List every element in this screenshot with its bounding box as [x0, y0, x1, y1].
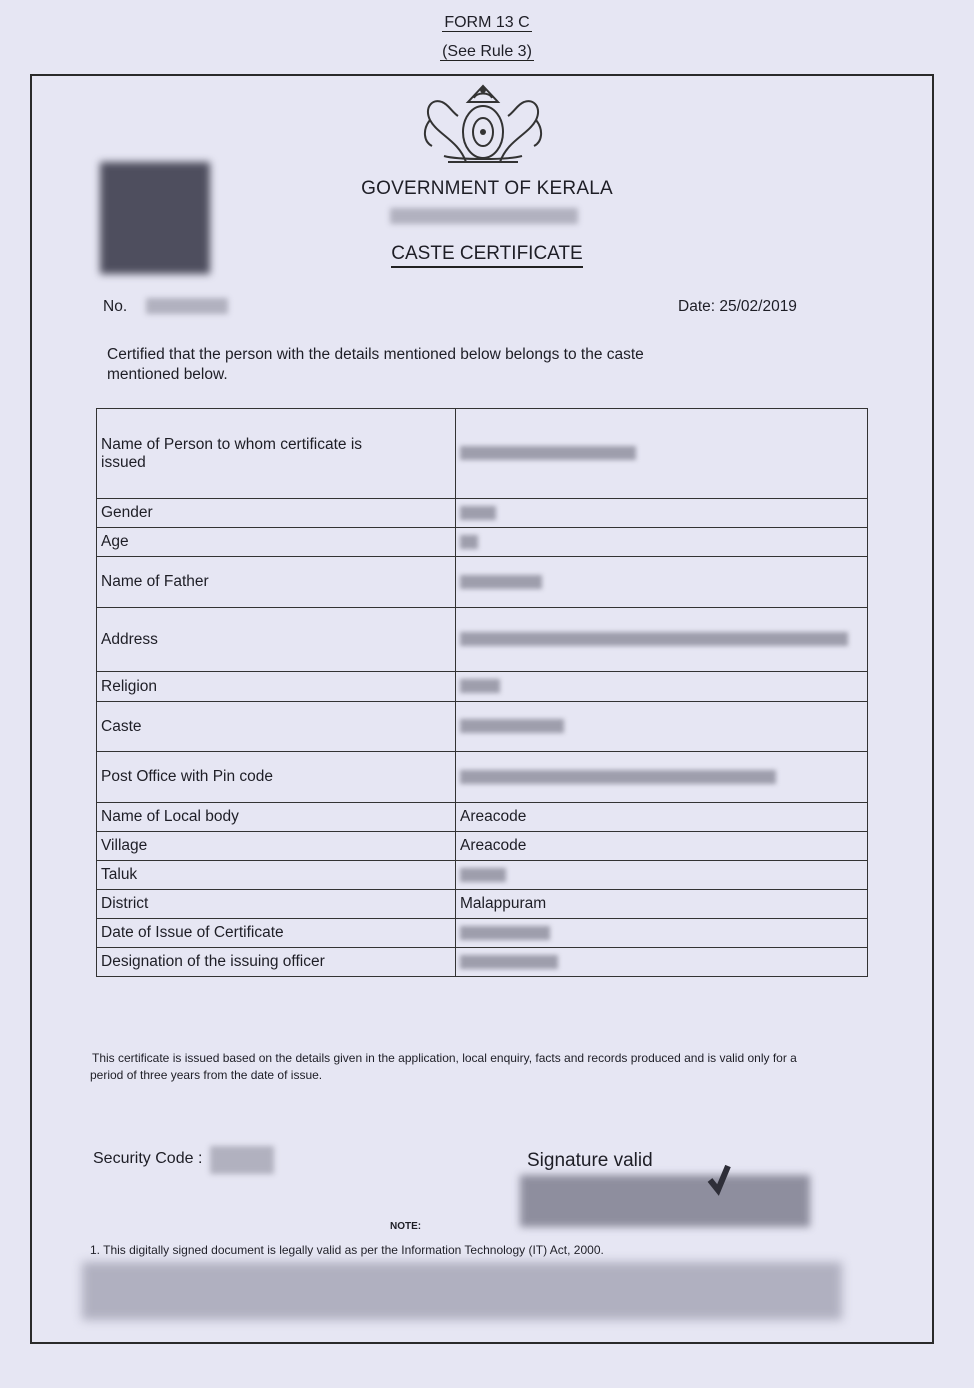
issue-date-label: Date of Issue of Certificate — [97, 919, 456, 948]
intro-line-2: mentioned below. — [107, 366, 228, 383]
age-label: Age — [97, 528, 456, 557]
table-row — [97, 608, 868, 672]
father-value — [456, 557, 868, 608]
table-row — [97, 919, 868, 948]
certificate-no-redacted — [146, 298, 228, 314]
village-label: Village — [97, 832, 456, 861]
taluk-value — [456, 861, 868, 890]
digital-signature-redacted — [520, 1175, 810, 1227]
certificate-title: CASTE CERTIFICATE — [0, 243, 974, 265]
officer-label: Designation of the issuing officer — [97, 948, 456, 977]
father-label: Name of Father — [97, 557, 456, 608]
certificate-date: Date: 25/02/2019 — [678, 298, 797, 315]
district-value: Malappuram — [456, 890, 868, 919]
officer-value — [456, 948, 868, 977]
table-row — [97, 557, 868, 608]
security-code-label: Security Code : — [93, 1150, 203, 1167]
validity-line-1: This certificate is issued based on the details given in the application, local enquiry, facts and records produced and is valid only for a — [92, 1051, 797, 1065]
table-row — [97, 948, 868, 977]
caste-value — [456, 702, 868, 752]
check-mark-icon — [706, 1160, 732, 1200]
note-heading: NOTE: — [390, 1221, 422, 1232]
kerala-emblem-icon — [418, 80, 548, 166]
table-row — [97, 861, 868, 890]
district-label: District — [97, 890, 456, 919]
caste-label: Caste — [97, 702, 456, 752]
religion-value — [456, 672, 868, 702]
government-heading: GOVERNMENT OF KERALA — [361, 178, 613, 199]
address-label: Address — [97, 608, 456, 672]
table-row — [97, 832, 868, 861]
table-row — [97, 752, 868, 803]
religion-label: Religion — [97, 672, 456, 702]
table-row — [97, 890, 868, 919]
signature-status: Signature valid — [527, 1150, 653, 1171]
office-name-redacted — [390, 208, 578, 224]
gender-value — [456, 499, 868, 528]
table-row — [97, 803, 868, 832]
taluk-label: Taluk — [97, 861, 456, 890]
post-office-label: Post Office with Pin code — [97, 752, 456, 803]
footer-redacted — [82, 1262, 842, 1320]
form-rule: (See Rule 3) — [442, 43, 532, 60]
local-body-value: Areacode — [456, 803, 868, 832]
local-body-label: Name of Local body — [97, 803, 456, 832]
age-value — [456, 528, 868, 557]
certificate-no-label: No. — [103, 298, 128, 315]
validity-line-2: period of three years from the date of issue. — [90, 1068, 323, 1082]
table-row — [97, 702, 868, 752]
name-label: Name of Person to whom certificate is issued — [97, 409, 456, 499]
gender-label: Gender — [97, 499, 456, 528]
table-row — [97, 499, 868, 528]
security-code-redacted — [210, 1146, 274, 1174]
name-value — [456, 409, 868, 499]
post-office-value — [456, 752, 868, 803]
address-value — [456, 608, 868, 672]
village-value: Areacode — [456, 832, 868, 861]
issue-date-value — [456, 919, 868, 948]
table-row — [97, 528, 868, 557]
details-table — [96, 408, 868, 977]
intro-line-1: Certified that the person with the details mentioned below belongs to the caste — [107, 346, 644, 363]
form-number: FORM 13 C — [444, 14, 530, 31]
table-row — [97, 409, 868, 499]
table-row — [97, 672, 868, 702]
note-item-1: 1. This digitally signed document is legally valid as per the Information Technology (IT) Act, 2000. — [90, 1243, 604, 1257]
